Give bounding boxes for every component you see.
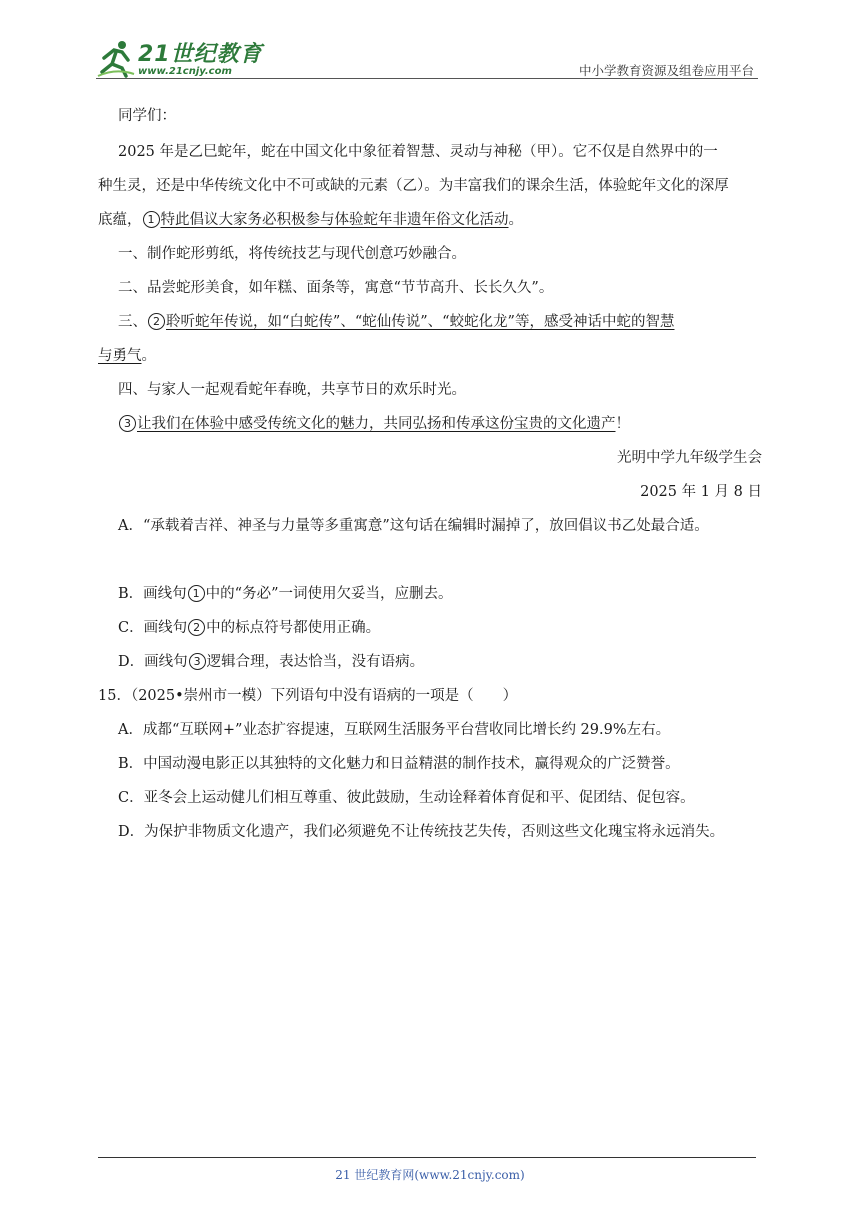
underlined-sentence-2: 聆听蛇年传说，如“白蛇传”、“蛇仙传说”、“蛟蛇化龙”等，感受神话中蛇的智慧	[166, 314, 675, 330]
site-logo[interactable]	[96, 32, 263, 78]
text-span: ！	[615, 416, 630, 432]
logo-title: 21世纪教育	[138, 42, 263, 67]
underlined-sentence-3: 让我们在体验中感受传统文化的魅力，共同弘扬和传承这份宝贵的文化遗产	[137, 416, 616, 432]
runner-logo-icon	[96, 38, 136, 78]
q15-option-b: B．中国动漫电影正以其独特的文化魅力和日益精湛的制作技术，赢得观众的广泛赞誉。	[118, 756, 680, 772]
circled-number-3: 3	[189, 653, 206, 670]
platform-name: 中小学教育资源及组卷应用平台	[578, 63, 754, 78]
circled-number-1: 1	[143, 211, 160, 228]
circled-number-1: 1	[188, 585, 205, 602]
activity-item-3-line-2	[98, 344, 156, 365]
text-span: 。	[508, 212, 523, 228]
circled-number-3: 3	[119, 415, 136, 432]
q15-option-c: C．亚冬会上运动健儿们相互尊重、彼此鼓励，生动诠释着体育促和平、促团结、促包容。	[118, 790, 695, 806]
text-span: 三、	[118, 314, 147, 330]
circled-number-2: 2	[188, 619, 205, 636]
activity-item-1: 一、制作蛇形剪纸，将传统技艺与现代创意巧妙融合。	[118, 246, 466, 262]
underlined-sentence-2-cont: 与勇气	[98, 348, 142, 364]
circled-number-2: 2	[148, 313, 165, 330]
q14-option-d	[118, 650, 424, 671]
paragraph-1-line-1: 2025 年是乙巳蛇年，蛇在中国文化中象征着智慧、灵动与神秘（甲）。它不仅是自然界中的一	[118, 144, 718, 160]
text-span: 。	[141, 348, 156, 364]
text-span: 底蕴，	[98, 212, 142, 228]
header-divider	[96, 78, 758, 79]
q14-option-a: A．“承载着吉祥、神圣与力量等多重寓意”这句话在编辑时漏掉了，放回倡议书乙处最合适。	[118, 518, 709, 534]
greeting: 同学们：	[118, 108, 176, 124]
paragraph-1-line-2: 种生灵，还是中华传统文化中不可或缺的元素（乙）。为丰富我们的课余生活，体验蛇年文化的深厚	[98, 178, 729, 194]
text-span: 中的标点符号都使用正确。	[206, 620, 381, 636]
logo-url: www.21cnjy.com	[138, 66, 232, 77]
text-span: 逻辑合理，表达恰当，没有语病。	[206, 654, 425, 670]
text-span: C．画线句	[118, 620, 188, 636]
footer-divider	[98, 1157, 756, 1158]
paragraph-1-line-3	[98, 208, 523, 229]
q14-option-b	[118, 582, 452, 603]
activity-item-3-line-1	[118, 310, 674, 331]
activity-item-2: 二、品尝蛇形美食，如年糕、面条等，寓意“节节高升、长长久久”。	[118, 280, 554, 296]
signature: 光明中学九年级学生会	[617, 450, 762, 466]
page-header	[96, 30, 758, 78]
q15-stem: 15．（2025•崇州市一模）下列语句中没有语病的一项是（ ）	[98, 688, 518, 704]
text-span: 中的“务必”一词使用欠妥当，应删去。	[205, 586, 453, 602]
closing-line	[118, 412, 630, 433]
text-span: D．画线句	[118, 654, 188, 670]
q14-option-c	[118, 616, 380, 637]
q15-option-a: A．成都“互联网+”业态扩容提速，互联网生活服务平台营收同比增长约 29.9%左右。	[118, 722, 671, 738]
q15-option-d: D．为保护非物质文化遗产，我们必须避免不让传统技艺失传，否则这些文化瑰宝将永远消失。	[118, 824, 725, 840]
activity-item-4: 四、与家人一起观看蛇年春晚，共享节日的欢乐时光。	[118, 382, 466, 398]
text-span: B．画线句	[118, 586, 187, 602]
underlined-sentence-1: 特此倡议大家务必积极参与体验蛇年非遗年俗文化活动	[160, 212, 509, 228]
date: 2025 年 1 月 8 日	[640, 484, 762, 500]
footer-link[interactable]: 21 世纪教育网(www.21cnjy.com)	[335, 1168, 525, 1182]
